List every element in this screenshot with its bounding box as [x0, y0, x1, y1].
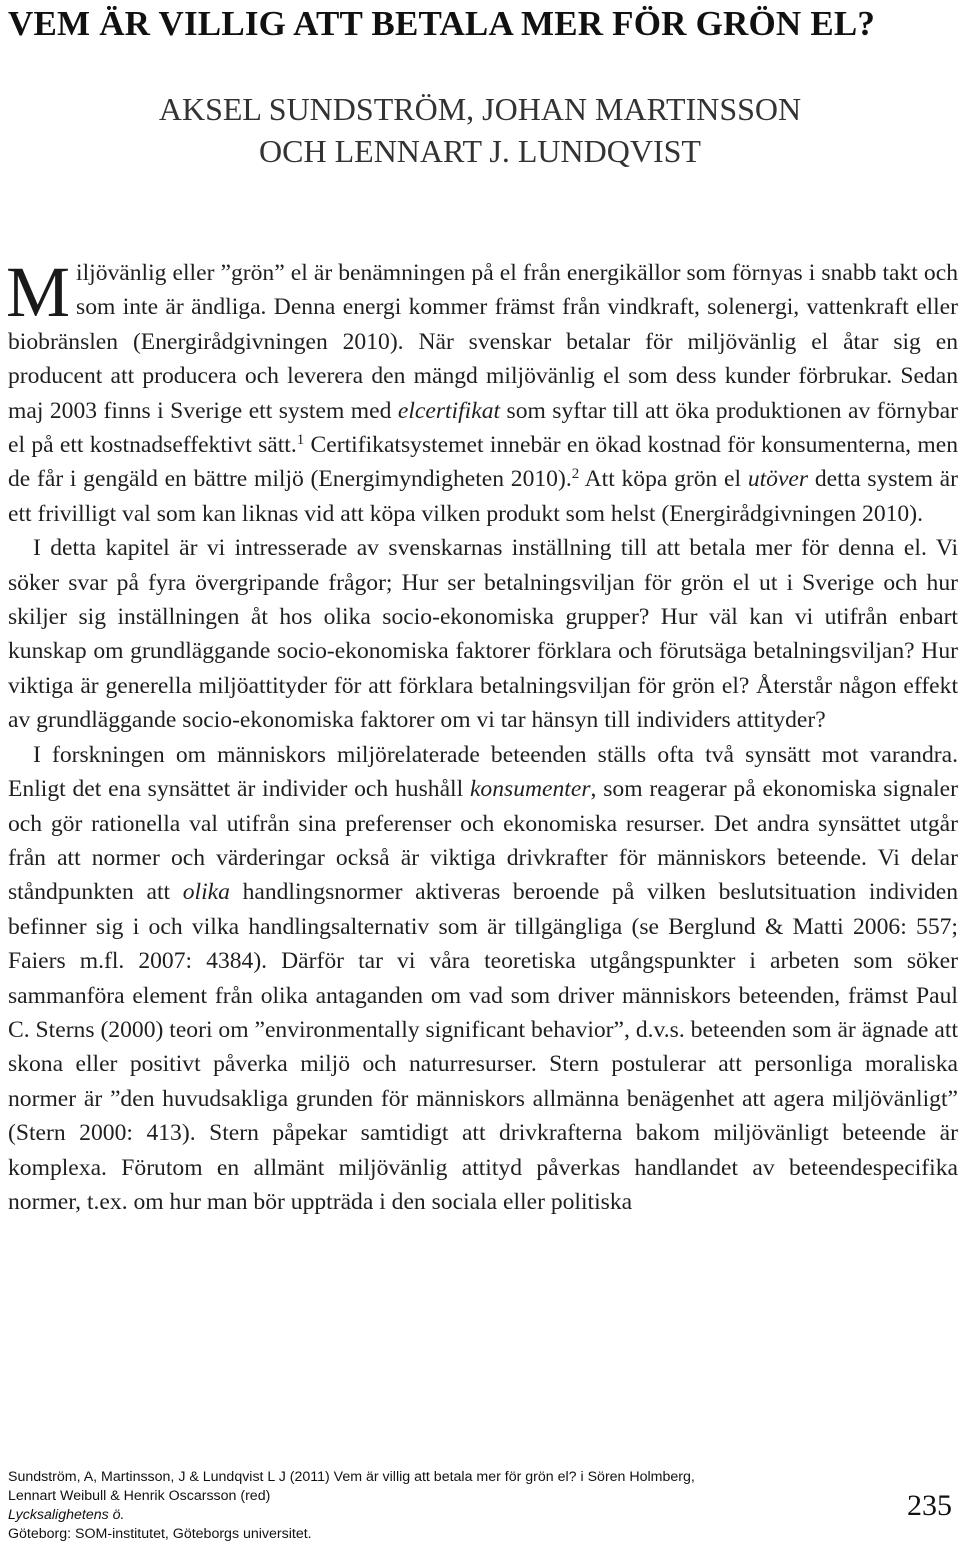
chapter-authors — [0, 88, 960, 172]
citation-line-2 — [8, 1487, 868, 1544]
paragraph-1-italic-utover: utöver — [747, 466, 809, 493]
paragraph-1-text-c: Certifikatsystemet innebär en ökad kostnad för konsumenterna, men de får i gengäld en bättre miljö (Energimyndigheten 2010). — [8, 432, 958, 493]
paragraph-1-italic-elcertifikat: elcertifikat — [397, 397, 501, 424]
authors-line-2: OCH LENNART J. LUNDQVIST — [259, 133, 701, 169]
paragraph-3-italic-olika: olika — [182, 879, 230, 906]
paragraph-1-text-a: iljövänlig eller ”grön” el är benämningen på el från energikällor som förnyas i snabb takt och som inte är ändliga. Denna energi kommer främst från vindkraft, solenergi, vattenkraft eller biobränslen (Energirådgivningen 2010). När svenskar betalar för miljövänlig el åtar sig en producent att producera och leverera den mängd miljövänlig el som dess kunder förbrukar. Sedan maj 2003 finns i Sverige ett system med — [8, 260, 958, 424]
footnote-ref-1[interactable]: 1 — [296, 432, 305, 449]
footnote-ref-2[interactable]: 2 — [571, 466, 580, 483]
paragraph-3-italic-konsumenter: konsumenter — [469, 776, 591, 803]
footer-divider — [0, 1450, 960, 1451]
drop-cap: M — [6, 252, 71, 332]
citation-footer — [8, 1468, 868, 1544]
citation-book-title: Lycksalighetens ö. — [8, 1507, 125, 1523]
citation-line-2-text-b: Göteborg: SOM-institutet, Göteborgs universitet. — [8, 1526, 312, 1542]
paragraph-3-text-b: , som reagerar på ekonomiska signaler och gör rationella val utifrån sina preferenser och ekonomiska resurser. Det andra synsättet utgår från att normer och värderingar också är viktiga drivkrafter för människors beteende. Vi delar ståndpunkten att — [8, 776, 958, 906]
chapter-body — [6, 252, 958, 1219]
paragraph-3 — [8, 738, 958, 1220]
chapter-title: VEM ÄR VILLIG ATT BETALA MER FÖR GRÖN EL? — [8, 4, 876, 43]
authors-line-1: AKSEL SUNDSTRÖM, JOHAN MARTINSSON — [158, 91, 802, 127]
paragraph-1 — [6, 252, 958, 531]
paragraph-3-text-a: I forskningen om människors miljörelaterade beteenden ställs ofta två synsätt mot varandra. Enligt det ena synsättet är individer och hushåll — [8, 741, 958, 803]
paragraph-2: I detta kapitel är vi intresserade av svenskarnas inställning till att betala mer för denna el. Vi söker svar på fyra övergripande frågor; Hur ser betalningsviljan för grön el ut i Sverige och hur skiljer sig inställningen åt hos olika socio-ekonomiska grupper? Hur väl kan vi utifrån enbart kunskap om grundläggande socio-ekonomiska faktorer förklara och förutsäga betalningsviljan? Hur viktiga är generella miljöattityder för att förklara betalningsviljan för grön el? Återstår någon effekt av grundläggande socio-ekonomiska faktorer om vi tar hänsyn till individers attityder? — [8, 535, 958, 734]
paragraph-1-text-b: som syftar till att öka produktionen av förnybar el på ett kostnadseffektivt sätt. — [8, 397, 958, 459]
paragraph-1-text-e: detta system är ett frivilligt val som kan liknas vid att köpa vilken produkt som helst (Energirådgivningen 2010). — [8, 466, 958, 527]
citation-line-1: Sundström, A, Martinsson, J & Lundqvist L J (2011) Vem är villig att betala mer för grön el? i Sören Holmberg, — [8, 1469, 695, 1485]
page-number: 235 — [907, 1489, 952, 1522]
paragraph-1-text-d: Att köpa grön el — [579, 466, 748, 493]
citation-line-2-text-a: Lennart Weibull & Henrik Oscarsson (red) — [8, 1488, 271, 1504]
paragraph-3-text-c: handlingsnormer aktiveras beroende på vilken beslutsituation individen befinner sig i och vilka handlingsalternativ som är tillgängliga (se Berglund & Matti 2006: 557; Faiers m.fl. 2007: 4384). Därför tar vi våra teoretiska utgångspunkter i arbeten som söker sammanföra element från olika antaganden om vad som driver människors beteenden, främst Paul C. Sterns (2000) teori om ”environmentally significant behavior”, d.v.s. beteenden som är ägnade att skona eller positivt påverka miljö och naturresurser. Stern postulerar att personliga moraliska normer är ”den huvudsakliga grunden för människors allmänna benägenhet att agera miljövänligt” (Stern 2000: 413). Stern påpekar samtidigt att drivkrafterna bakom miljövänligt beteende är komplexa. Förutom en allmänt miljövänlig attityd påverkas handlandet av beteendespecifika normer, t.ex. om hur man bör uppträda i den sociala eller politiska — [8, 879, 958, 1215]
